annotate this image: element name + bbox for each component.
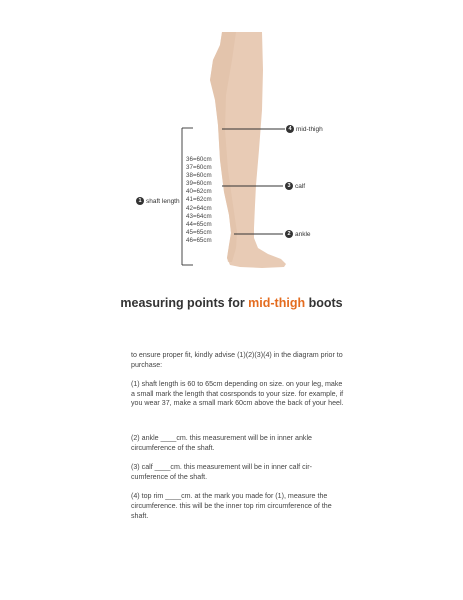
size-row: 39=60cm [186,180,212,188]
instructions-step-3: (3) calf ____cm. this measurement will be in inner calf cir-cumference of the shaft. [131,463,312,481]
shaft-length-text: shaft length [146,197,180,205]
size-row: 46=65cm [186,236,212,244]
leg-diagram [0,0,463,290]
size-row: 41=62cm [186,196,212,204]
instructions [131,351,346,521]
size-row: 38=60cm [186,172,212,180]
size-row: 44=65cm [186,220,212,228]
size-row: 45=65cm [186,228,212,236]
size-row: 37=60cm [186,164,212,172]
page-heading [0,296,463,310]
label-calf [285,182,305,190]
heading-accent: mid-thigh [248,296,306,310]
calf-text: calf [295,182,306,190]
size-row: 43=64cm [186,212,212,220]
size-row: 42=64cm [186,204,212,212]
number-badge: 4 [286,125,294,133]
label-shaft-length [136,197,180,205]
size-row: 36=60cm [186,156,212,163]
number-badge: 3 [285,182,293,190]
size-row: 40=62cm [186,188,212,196]
mid-thigh-text: mid-thigh [296,125,323,133]
ankle-text: ankle [295,230,311,238]
heading-prefix: measuring points for [120,296,249,310]
number-badge: 2 [285,230,293,238]
instructions-intro: to ensure proper fit, kindly advise (1)(2)(3)(4) in the diagram prior to purchase: [131,351,343,369]
size-chart [186,156,212,245]
label-mid-thigh [286,125,323,133]
heading-suffix: boots [305,296,343,310]
instructions-step-2: (2) ankle ____cm. this measurement will be in inner ankle circumference of the shaft. [131,433,312,452]
instructions-step-1: (1) shaft length is 60 to 65cm depending on size. on your leg, make a small mark the length that cosrsponds to your size. for example, if you wear 37, make a small mark 60cm above the back of your heel. [131,380,344,408]
instructions-step-4: (4) top rim ____cm. at the mark you made for (1), measure the circumference. this will be the inner top rim circumference of the shaft. [131,492,332,520]
number-badge: 1 [136,197,144,205]
label-ankle [285,230,311,238]
